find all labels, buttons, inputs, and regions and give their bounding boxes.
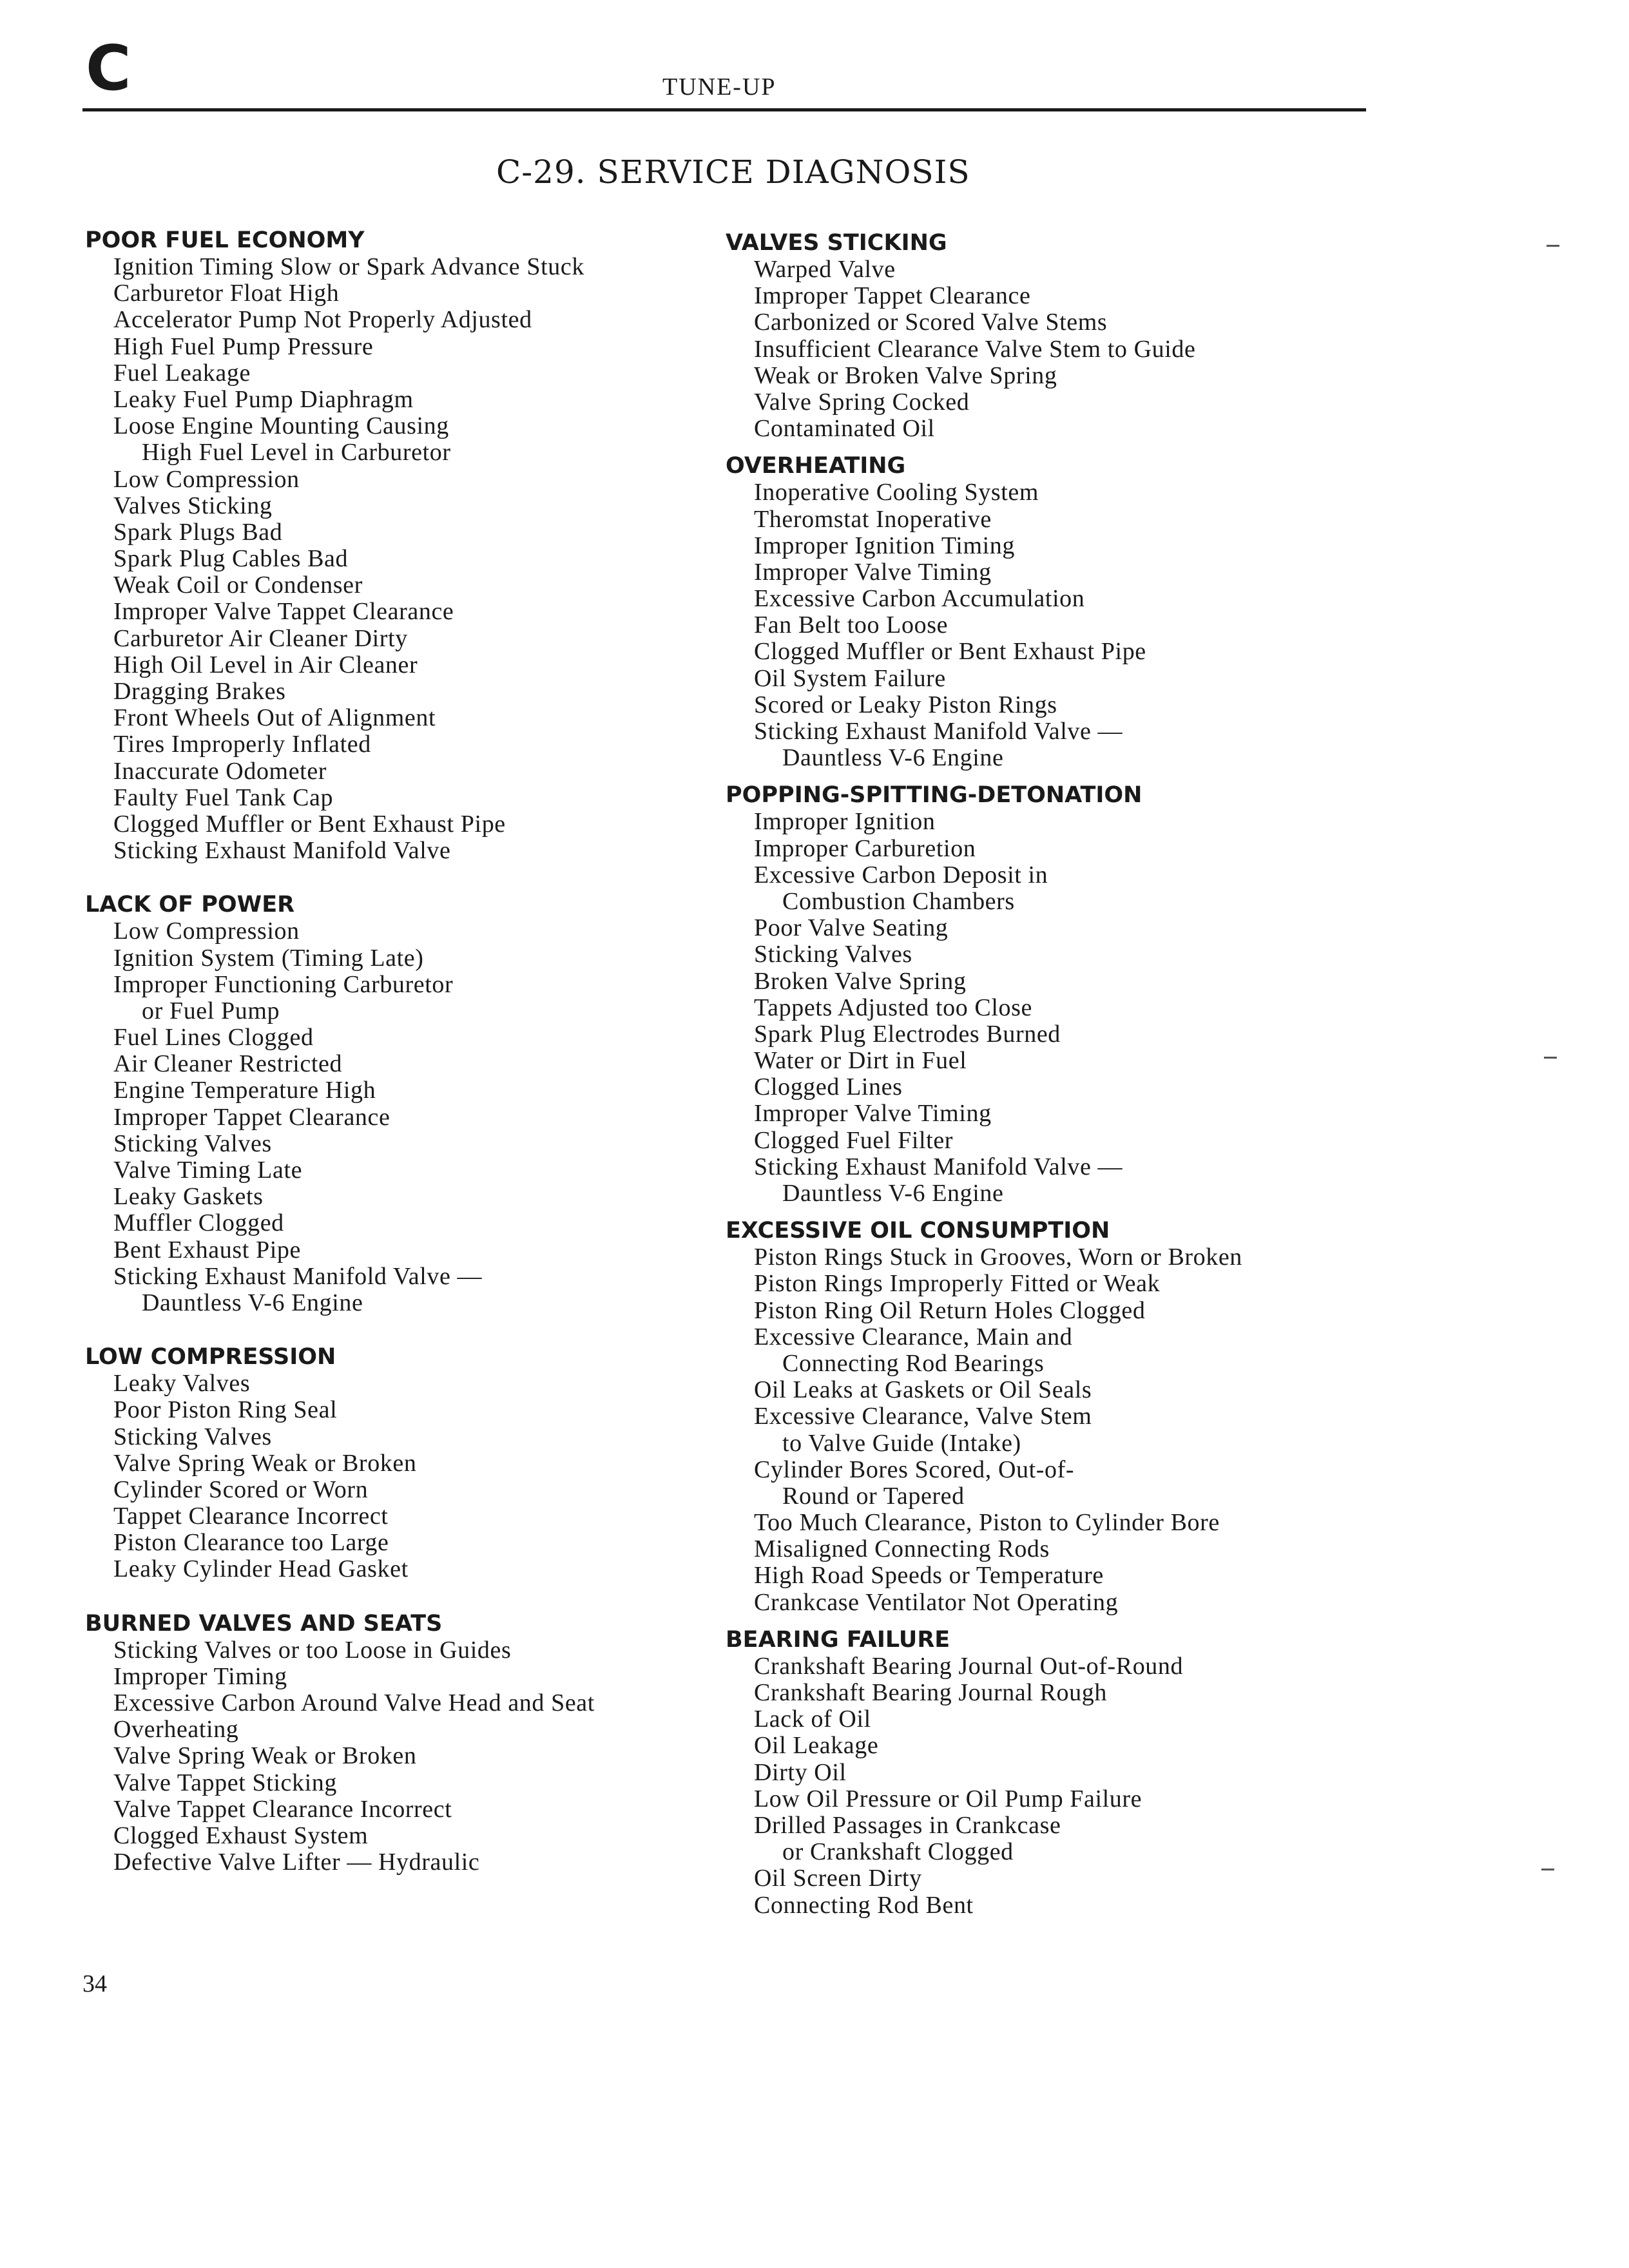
cause-item: Improper Tappet Clearance bbox=[113, 1103, 390, 1131]
section-heading: BEARING FAILURE bbox=[726, 1626, 950, 1653]
cause-item: Ignition System (Timing Late) bbox=[113, 944, 424, 972]
cause-item: Inaccurate Odometer bbox=[113, 757, 327, 785]
diagnosis-section bbox=[726, 782, 1402, 1207]
cause-item: Drilled Passages in Crankcase bbox=[754, 1811, 1061, 1839]
section-heading: LACK OF POWER bbox=[85, 892, 295, 918]
cause-item: High Fuel Pump Pressure bbox=[113, 332, 374, 360]
cause-item: Spark Plug Electrodes Burned bbox=[754, 1020, 1061, 1048]
cause-item: Spark Plugs Bad bbox=[113, 518, 283, 546]
cause-item: High Fuel Level in Carburetor bbox=[142, 439, 451, 466]
cause-item: Tappet Clearance Incorrect bbox=[113, 1503, 389, 1530]
cause-list bbox=[726, 1244, 1402, 1616]
cause-item: Leaky Gaskets bbox=[113, 1183, 264, 1211]
cause-item: Clogged Fuel Filter bbox=[754, 1126, 954, 1154]
cause-item: Improper Tappet Clearance bbox=[754, 282, 1031, 310]
cause-item: Sticking Valves bbox=[754, 941, 912, 968]
section-letter: C bbox=[86, 32, 131, 104]
cause-item: Fuel Lines Clogged bbox=[113, 1024, 314, 1052]
cause-item: Valve Spring Weak or Broken bbox=[113, 1742, 417, 1770]
cause-item: Improper Valve Timing bbox=[754, 558, 992, 586]
cause-item: Crankshaft Bearing Journal Rough bbox=[754, 1679, 1107, 1706]
cause-item: Cylinder Scored or Worn bbox=[113, 1475, 369, 1503]
cause-item: Poor Valve Seating bbox=[754, 914, 949, 942]
cause-item: Combustion Chambers bbox=[782, 887, 1015, 915]
cause-item: Sticking Valves or too Loose in Guides bbox=[113, 1636, 512, 1664]
cause-item: Fan Belt too Loose bbox=[754, 611, 949, 639]
diagnosis-section bbox=[726, 452, 1402, 771]
cause-item: Piston Rings Improperly Fitted or Weak bbox=[754, 1270, 1161, 1298]
cause-list bbox=[726, 479, 1402, 771]
cause-item: Improper Valve Timing bbox=[754, 1100, 992, 1128]
cause-item: to Valve Guide (Intake) bbox=[782, 1429, 1021, 1457]
cause-item: Sticking Exhaust Manifold Valve — bbox=[754, 1153, 1123, 1180]
diagnosis-section bbox=[726, 229, 1402, 442]
cause-item: Valve Timing Late bbox=[113, 1157, 303, 1184]
diagnosis-section bbox=[726, 1217, 1402, 1616]
margin-mark bbox=[1541, 1869, 1554, 1870]
cause-item: or Crankshaft Clogged bbox=[782, 1838, 1014, 1866]
cause-item: Excessive Carbon Accumulation bbox=[754, 585, 1085, 613]
cause-item: Clogged Exhaust System bbox=[113, 1821, 369, 1849]
cause-item: Muffler Clogged bbox=[113, 1209, 284, 1237]
cause-item: Carbonized or Scored Valve Stems bbox=[754, 309, 1108, 336]
cause-item: Excessive Carbon Around Valve Head and Seat bbox=[113, 1689, 595, 1716]
section-heading: POPPING-SPITTING-DETONATION bbox=[726, 782, 1142, 809]
cause-item: Leaky Valves bbox=[113, 1370, 251, 1398]
cause-item: High Oil Level in Air Cleaner bbox=[113, 651, 418, 678]
left-column bbox=[85, 227, 729, 1876]
cause-item: Accelerator Pump Not Properly Adjusted bbox=[113, 306, 532, 334]
cause-item: Valve Tappet Clearance Incorrect bbox=[113, 1795, 452, 1823]
cause-item: Oil Leaks at Gaskets or Oil Seals bbox=[754, 1376, 1092, 1404]
cause-item: Engine Temperature High bbox=[113, 1077, 376, 1104]
cause-item: Improper Ignition Timing bbox=[754, 532, 1015, 559]
cause-item: Excessive Carbon Deposit in bbox=[754, 861, 1048, 889]
page-number: 34 bbox=[82, 1970, 107, 1997]
cause-item: Faulty Fuel Tank Cap bbox=[113, 783, 334, 811]
cause-item: Ignition Timing Slow or Spark Advance Stuck bbox=[113, 253, 584, 280]
cause-item: Carburetor Air Cleaner Dirty bbox=[113, 624, 408, 652]
cause-item: Bent Exhaust Pipe bbox=[113, 1236, 301, 1264]
cause-item: Defective Valve Lifter — Hydraulic bbox=[113, 1849, 480, 1876]
cause-item: Tires Improperly Inflated bbox=[113, 731, 371, 758]
cause-item: Scored or Leaky Piston Rings bbox=[754, 691, 1057, 718]
cause-item: Leaky Fuel Pump Diaphragm bbox=[113, 385, 414, 413]
cause-item: Dirty Oil bbox=[754, 1758, 847, 1786]
cause-item: Valve Spring Cocked bbox=[754, 388, 970, 416]
section-heading: BURNED VALVES AND SEATS bbox=[85, 1610, 443, 1637]
cause-item: Too Much Clearance, Piston to Cylinder Bore bbox=[754, 1509, 1220, 1537]
cause-list bbox=[85, 254, 729, 864]
cause-item: Improper Valve Tappet Clearance bbox=[113, 598, 454, 626]
section-heading: LOW COMPRESSION bbox=[85, 1344, 336, 1370]
diagnosis-section bbox=[85, 891, 729, 1316]
margin-mark bbox=[1544, 1057, 1557, 1059]
cause-item: Water or Dirt in Fuel bbox=[754, 1047, 967, 1075]
cause-item: Sticking Valves bbox=[113, 1423, 272, 1450]
cause-item: Valves Sticking bbox=[113, 492, 273, 519]
right-column bbox=[726, 229, 1402, 1919]
cause-item: Dauntless V-6 Engine bbox=[142, 1289, 363, 1316]
cause-item: Piston Rings Stuck in Grooves, Worn or Broken bbox=[754, 1244, 1242, 1271]
cause-item: Improper Functioning Carburetor bbox=[113, 970, 454, 998]
cause-item: Fuel Leakage bbox=[113, 359, 251, 387]
page-title: C-29. SERVICE DIAGNOSIS bbox=[496, 153, 970, 191]
cause-item: Oil System Failure bbox=[754, 664, 946, 692]
cause-item: Improper Timing bbox=[113, 1662, 287, 1690]
cause-item: Low Oil Pressure or Oil Pump Failure bbox=[754, 1785, 1142, 1812]
cause-list bbox=[85, 1370, 729, 1583]
running-header: TUNE-UP bbox=[662, 73, 776, 101]
cause-item: Oil Leakage bbox=[754, 1732, 879, 1760]
cause-item: Broken Valve Spring bbox=[754, 967, 967, 995]
cause-item: Weak or Broken Valve Spring bbox=[754, 361, 1057, 389]
cause-item: Crankcase Ventilator Not Operating bbox=[754, 1588, 1119, 1616]
cause-item: Sticking Exhaust Manifold Valve — bbox=[113, 1262, 483, 1290]
cause-item: Sticking Exhaust Manifold Valve — bbox=[754, 718, 1123, 745]
cause-item: Connecting Rod Bearings bbox=[782, 1349, 1045, 1377]
cause-item: Air Cleaner Restricted bbox=[113, 1050, 343, 1078]
cause-item: Weak Coil or Condenser bbox=[113, 572, 363, 599]
header-rule bbox=[82, 108, 1366, 111]
cause-item: Tappets Adjusted too Close bbox=[754, 994, 1032, 1021]
cause-item: Contaminated Oil bbox=[754, 415, 935, 443]
cause-item: Low Compression bbox=[113, 465, 300, 493]
margin-mark bbox=[1547, 245, 1559, 247]
cause-item: Loose Engine Mounting Causing bbox=[113, 412, 449, 440]
section-heading: OVERHEATING bbox=[726, 453, 906, 479]
cause-item: Piston Ring Oil Return Holes Clogged bbox=[754, 1296, 1146, 1324]
cause-item: or Fuel Pump bbox=[142, 997, 280, 1024]
cause-item: Improper Ignition bbox=[754, 808, 936, 836]
cause-item: Excessive Clearance, Valve Stem bbox=[754, 1403, 1092, 1430]
cause-item: Overheating bbox=[113, 1716, 239, 1744]
section-heading: EXCESSIVE OIL CONSUMPTION bbox=[726, 1218, 1110, 1244]
cause-item: Warped Valve bbox=[754, 256, 896, 283]
cause-list bbox=[726, 1653, 1402, 1919]
diagnosis-section bbox=[85, 1343, 729, 1583]
cause-list bbox=[85, 1637, 729, 1876]
cause-item: Excessive Clearance, Main and bbox=[754, 1323, 1073, 1350]
cause-list bbox=[726, 809, 1402, 1207]
cause-item: Crankshaft Bearing Journal Out-of-Round bbox=[754, 1652, 1184, 1680]
cause-item: Dragging Brakes bbox=[113, 678, 286, 705]
cause-item: High Road Speeds or Temperature bbox=[754, 1562, 1104, 1590]
cause-item: Misaligned Connecting Rods bbox=[754, 1535, 1050, 1563]
cause-item: Piston Clearance too Large bbox=[113, 1529, 389, 1557]
cause-item: Valve Tappet Sticking bbox=[113, 1769, 337, 1796]
cause-item: Clogged Muffler or Bent Exhaust Pipe bbox=[754, 638, 1146, 666]
section-heading: VALVES STICKING bbox=[726, 230, 947, 256]
cause-item: Leaky Cylinder Head Gasket bbox=[113, 1555, 409, 1583]
cause-item: Cylinder Bores Scored, Out-of- bbox=[754, 1456, 1075, 1483]
diagnosis-section bbox=[85, 227, 729, 864]
cause-list bbox=[726, 256, 1402, 442]
cause-item: Clogged Lines bbox=[754, 1073, 903, 1101]
cause-item: Spark Plug Cables Bad bbox=[113, 545, 349, 573]
cause-item: Carburetor Float High bbox=[113, 280, 340, 307]
cause-item: Clogged Muffler or Bent Exhaust Pipe bbox=[113, 810, 506, 838]
cause-item: Poor Piston Ring Seal bbox=[113, 1396, 338, 1424]
cause-item: Dauntless V-6 Engine bbox=[782, 744, 1004, 772]
cause-item: Dauntless V-6 Engine bbox=[782, 1180, 1004, 1207]
section-heading: POOR FUEL ECONOMY bbox=[85, 227, 365, 253]
cause-item: Front Wheels Out of Alignment bbox=[113, 704, 436, 732]
cause-list bbox=[85, 918, 729, 1316]
cause-item: Improper Carburetion bbox=[754, 834, 976, 862]
cause-item: Inoperative Cooling System bbox=[754, 479, 1039, 506]
diagnosis-section bbox=[85, 1610, 729, 1876]
cause-item: Lack of Oil bbox=[754, 1706, 871, 1733]
cause-item: Sticking Exhaust Manifold Valve bbox=[113, 837, 451, 865]
cause-item: Connecting Rod Bent bbox=[754, 1891, 974, 1919]
cause-item: Oil Screen Dirty bbox=[754, 1865, 922, 1892]
cause-item: Insufficient Clearance Valve Stem to Guide bbox=[754, 335, 1196, 363]
cause-item: Low Compression bbox=[113, 918, 300, 945]
diagnosis-section bbox=[726, 1626, 1402, 1919]
cause-item: Theromstat Inoperative bbox=[754, 505, 992, 533]
cause-item: Valve Spring Weak or Broken bbox=[113, 1449, 417, 1477]
cause-item: Round or Tapered bbox=[782, 1482, 965, 1510]
cause-item: Sticking Valves bbox=[113, 1129, 272, 1157]
